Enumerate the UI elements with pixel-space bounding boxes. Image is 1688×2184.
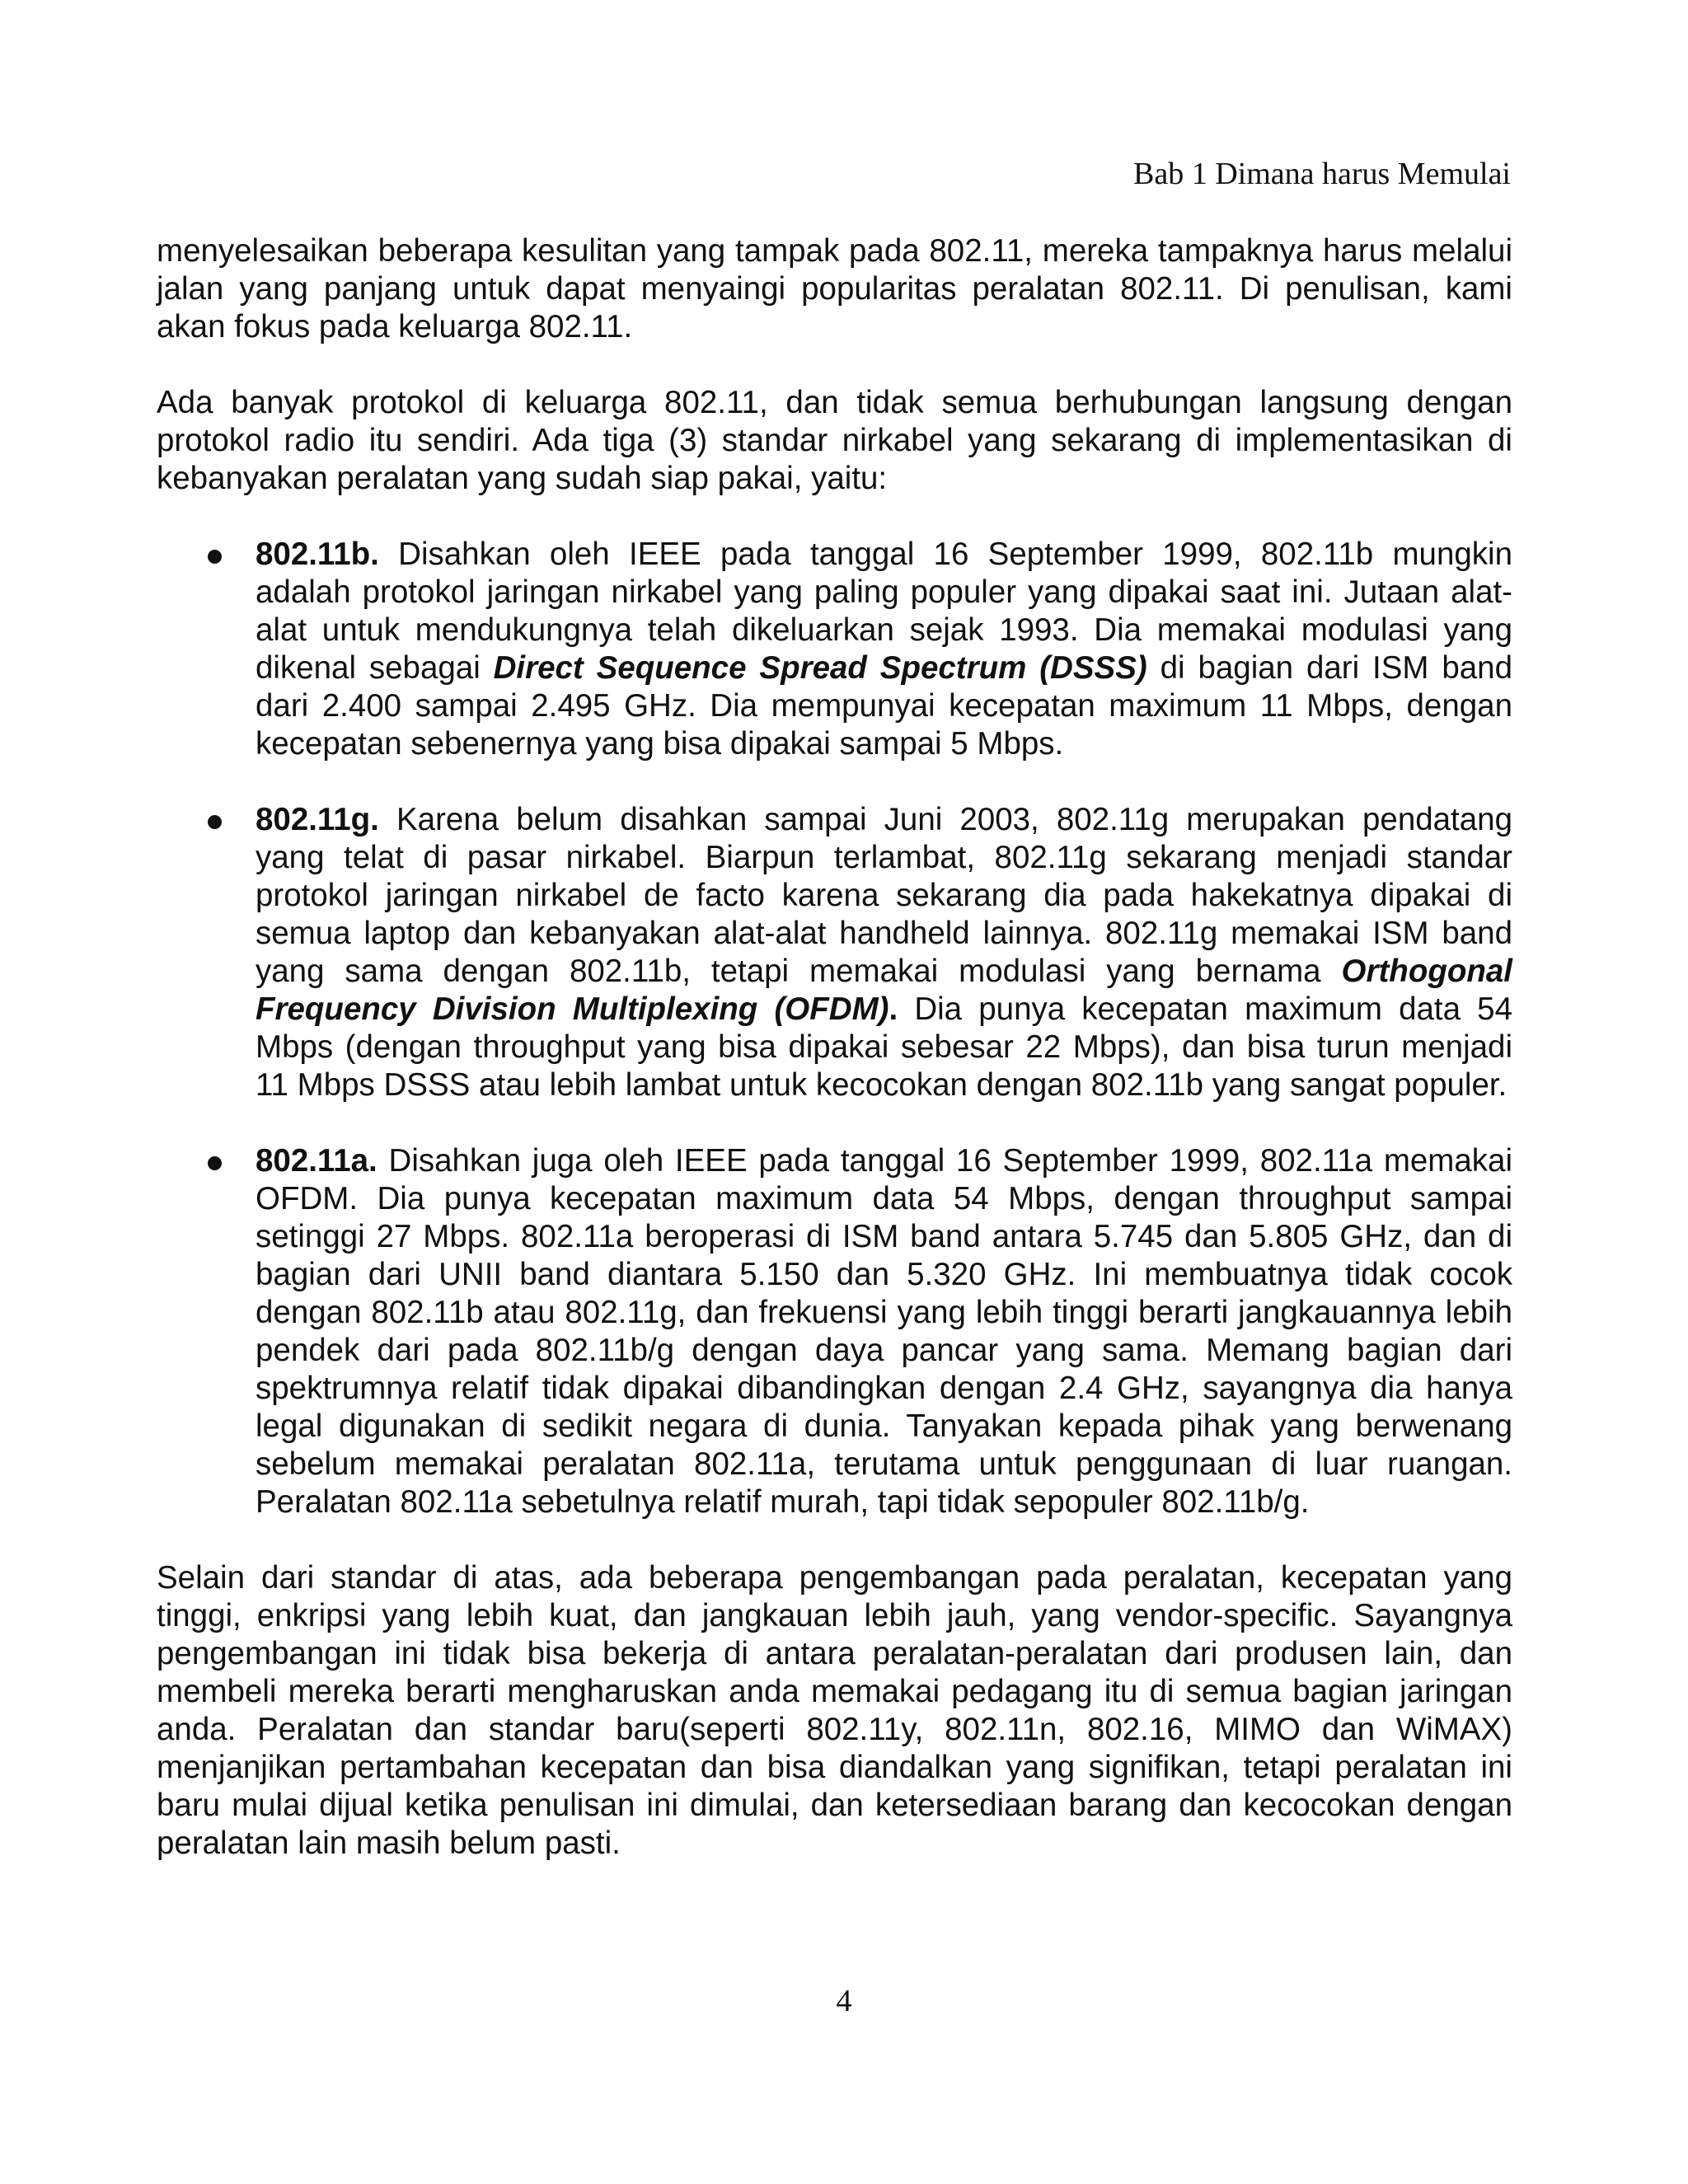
modulation-period: . bbox=[889, 991, 898, 1027]
standard-text: Dia punya kecepatan maximum data 54 Mbps (dengan throughput yang bisa dipakai sebesar 22 Mbps), dan bisa turun menjadi 11 Mbps DSSS atau lebih lambat untuk kecocokan dengan 802.11b yang sangat populer. bbox=[256, 991, 1513, 1103]
modulation-name: Orthogonal Frequency Division Multiplexing (OFDM) bbox=[256, 954, 1512, 1027]
intro-paragraph-2: Ada banyak protokol di keluarga 802.11, dan tidak semua berhubungan langsung dengan protokol radio itu sendiri. Ada tiga (3) standar nirkabel yang sekarang di implementasikan di kebanyakan peralatan yang sudah siap pakai, yaitu: bbox=[157, 385, 1512, 496]
list-item-802-11b bbox=[157, 536, 1512, 763]
standard-text: di bagian dari ISM band dari 2.400 sampai 2.495 GHz. Dia mempunyai kecepatan maximum 11 Mbps, dengan kecepatan sebenernya yang bisa dipakai sampai 5 Mbps. bbox=[256, 650, 1512, 762]
list-item-802-11a bbox=[157, 1142, 1512, 1521]
intro-paragraph-1: menyelesaikan beberapa kesulitan yang tampak pada 802.11, mereka tampaknya harus melalui jalan yang panjang untuk dapat menyaingi popularitas peralatan 802.11. Di penulisan, kami akan fokus pada keluarga 802.11. bbox=[157, 233, 1512, 344]
closing-paragraph: Selain dari standar di atas, ada beberapa pengembangan pada peralatan, kecepatan yang tinggi, enkripsi yang lebih kuat, dan jangkauan lebih jauh, yang vendor-specific. Sayangnya pengembangan ini tidak bisa bekerja di antara peralatan-peralatan dari produsen lain, dan membeli mereka berarti mengharuskan anda memakai pedagang itu di semua bagian jaringan anda. Peralatan dan standar baru(seperti 802.11y, 802.11n, 802.16, MIMO dan WiMAX) menjanjikan pertambahan kecepatan dan bisa diandalkan yang signifikan, tetapi peralatan ini baru mulai dijual ketika penulisan ini dimulai, dan ketersediaan barang dan kecocokan dengan peralatan lain masih belum pasti. bbox=[157, 1560, 1512, 1861]
list-item-802-11g bbox=[157, 801, 1512, 1104]
bullet-icon bbox=[208, 550, 222, 564]
standard-term: 802.11b. bbox=[256, 537, 379, 572]
standard-text: Disahkan juga oleh IEEE pada tanggal 16 September 1999, 802.11a memakai OFDM. Dia punya kecepatan maximum data 54 Mbps, dengan throughput sampai setinggi 27 Mbps. 802.11a beroperasi di ISM band antara 5.745 dan 5.805 GHz, dan di bagian dari UNII band diantara 5.150 dan 5.320 GHz. Ini membuatnya tidak cocok dengan 802.11b atau 802.11g, dan frekuensi yang lebih tinggi berarti jangkauannya lebih pendek dari pada 802.11b/g dengan daya pancar yang sama. Memang bagian dari spektrumnya relatif tidak dipakai dibandingkan dengan 2.4 GHz, sayangnya dia hanya legal digunakan di sedikit negara di dunia. Tanyakan kepada pihak yang berwenang sebelum memakai peralatan 802.11a, terutama untuk penggunaan di luar ruangan. Peralatan 802.11a sebetulnya relatif murah, tapi tidak sepopuler 802.11b/g. bbox=[256, 1143, 1512, 1520]
bullet-icon bbox=[208, 815, 222, 829]
standard-text: Karena belum disahkan sampai Juni 2003, 802.11g merupakan pendatang yang telat di pasar nirkabel. Biarpun terlambat, 802.11g sekarang menjadi standar protokol jaringan nirkabel de facto karena sekarang dia pada hakekatnya dipakai di semua laptop dan kebanyakan alat-alat handheld lainnya. 802.11g memakai ISM band yang sama dengan 802.11b, tetapi memakai modulasi yang bernama bbox=[256, 802, 1512, 989]
standard-term: 802.11a. bbox=[256, 1143, 377, 1179]
page-number: 4 bbox=[836, 1984, 852, 2018]
running-header: Bab 1 Dimana harus Memulai bbox=[1132, 157, 1511, 191]
page-body bbox=[157, 232, 1512, 1863]
standard-text: Disahkan oleh IEEE pada tanggal 16 September 1999, 802.11b mungkin adalah protokol jaringan nirkabel yang paling populer yang dipakai saat ini. Jutaan alat-alat untuk mendukungnya telah dikeluarkan sejak 1993. Dia memakai modulasi yang dikenal sebagai bbox=[256, 537, 1512, 686]
modulation-name: Direct Sequence Spread Spectrum (DSSS) bbox=[493, 650, 1147, 686]
standard-term: 802.11g. bbox=[256, 802, 379, 837]
standards-list bbox=[157, 536, 1512, 1521]
bullet-icon bbox=[208, 1156, 222, 1170]
